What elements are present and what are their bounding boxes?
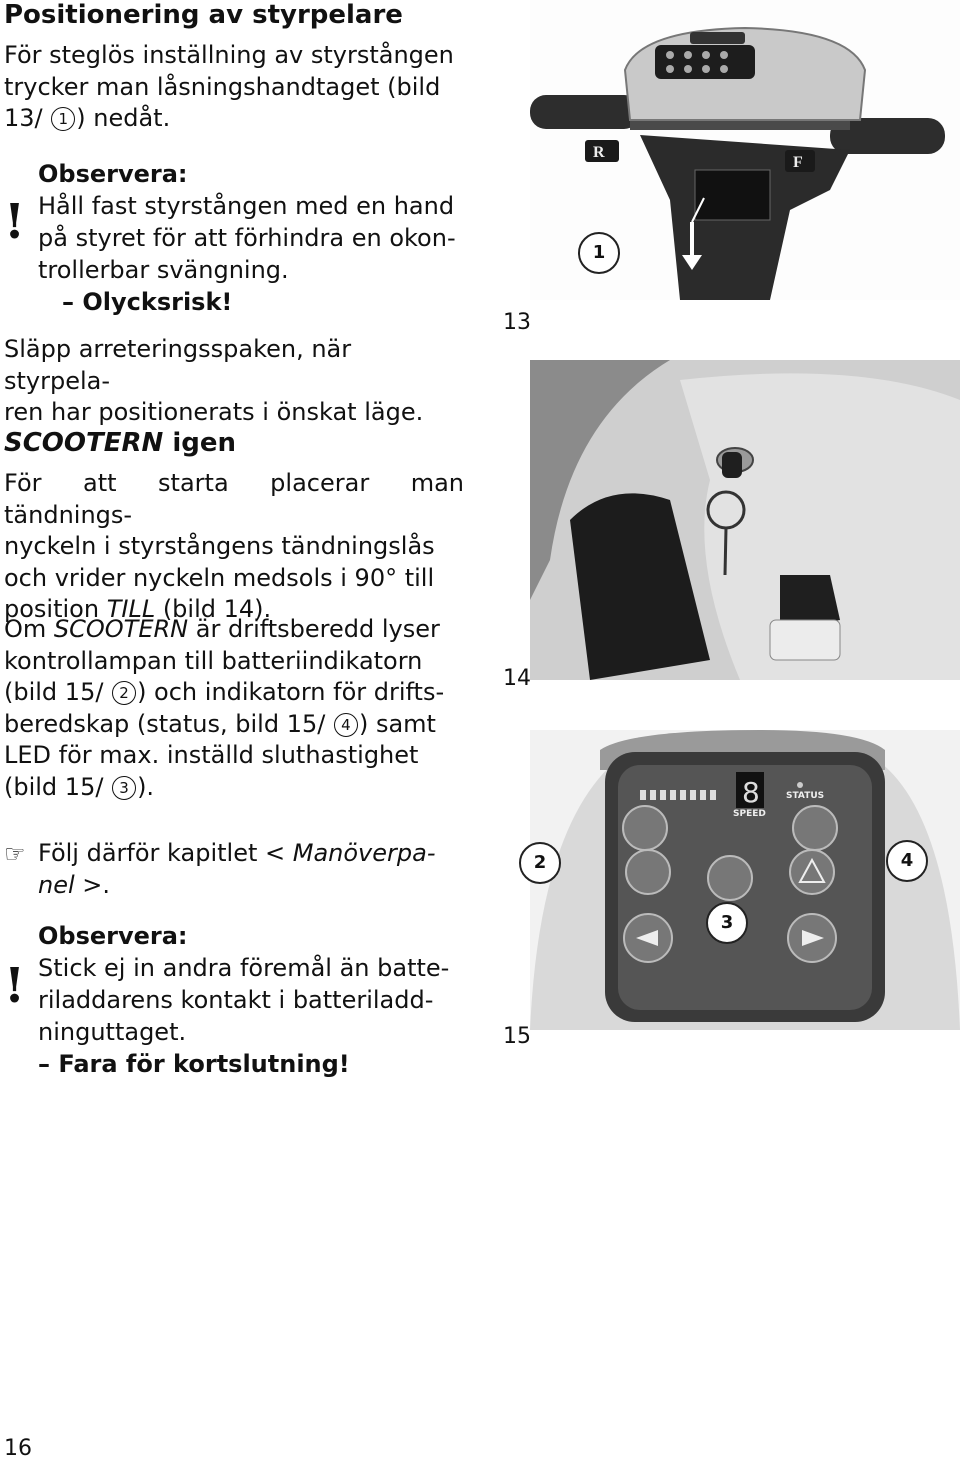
cross-reference <box>4 838 464 901</box>
text-line: (bild 15/ 3 ). <box>4 772 155 801</box>
text-line: (bild 15/ 2 ) och indikatorn för drifts- <box>4 678 445 706</box>
exclamation-icon: ! <box>4 958 26 1014</box>
ref-number-circle: 4 <box>334 713 358 737</box>
note-emphasis: – Olycksrisk! <box>62 288 233 316</box>
ref-number-circle: 3 <box>112 776 136 800</box>
figure-number: 14 <box>503 666 531 691</box>
figure-number: 13 <box>503 310 531 335</box>
note-line: trollerbar svängning. <box>38 256 289 284</box>
note-title: Observera: <box>38 160 188 188</box>
text-line: LED för max. inställd sluthastighet <box>4 741 419 769</box>
callout-3: 3 <box>706 902 748 944</box>
text-line: 13/ 1 ) nedåt. <box>4 104 171 132</box>
ref-number-circle: 1 <box>51 107 75 131</box>
text-line: trycker man låsningshandtaget (bild <box>4 72 441 101</box>
callout-1: 1 <box>578 232 620 274</box>
text-line: beredskap (status, bild 15/ 4 ) samt <box>4 709 436 738</box>
section-positioning <box>4 0 464 135</box>
figure-number: 15 <box>503 1024 531 1049</box>
text-line: För steglös inställning av styrstången <box>4 41 454 69</box>
pointing-hand-icon: ☞ <box>4 840 26 868</box>
section-scooter-on <box>4 428 464 626</box>
text-line: För att starta placerar man tändnings- <box>4 469 464 529</box>
ignition-illustration <box>530 360 960 680</box>
svg-text:R: R <box>593 144 605 161</box>
text-line: nel >. <box>38 870 111 899</box>
callout-2: 2 <box>519 842 561 884</box>
text-line: Om SCOOTERN är driftsberedd lyser <box>4 615 440 643</box>
text-line: Följ därför kapitlet < Manöverpa- <box>38 839 436 867</box>
section-heading: SCOOTERN igen <box>4 428 237 458</box>
text-line: ren har positionerats i önskat läge. <box>4 398 424 426</box>
note-line: riladdarens kontakt i batteriladd- <box>38 986 434 1014</box>
photo-ignition-key <box>530 360 960 680</box>
photo-control-panel <box>530 730 960 1030</box>
page-number: 16 <box>4 1436 32 1461</box>
note-line: på styret för att förhindra en okon- <box>38 224 456 252</box>
status-label: STATUS <box>786 791 825 801</box>
ready-paragraph <box>4 614 464 803</box>
note-title: Observera: <box>38 922 188 950</box>
speed-label: SPEED <box>733 809 766 819</box>
text-line: och vrider nyckeln medsols i 90° till <box>4 563 435 592</box>
svg-text:F: F <box>793 154 803 171</box>
note-line: ninguttaget. <box>38 1018 187 1046</box>
text-line: nyckeln i styrstångens tändningslås <box>4 532 435 560</box>
section-heading: Positionering av styrpelare <box>4 0 403 30</box>
text-line: kontrollampan till batteriindikatorn <box>4 646 423 675</box>
text-line: position TILL (bild 14). <box>4 595 272 623</box>
callout-4: 4 <box>886 840 928 882</box>
release-paragraph <box>4 334 464 429</box>
note-line: Stick ej in andra föremål än batte- <box>38 954 450 982</box>
note-line: Håll fast styrstången med en hand <box>38 192 455 220</box>
note-emphasis: – Fara för kortslutning! <box>38 1050 350 1078</box>
speed-digit: 8 <box>742 776 760 809</box>
text-line: Släpp arreteringsspaken, när styrpela- <box>4 335 352 395</box>
ref-number-circle: 2 <box>112 681 136 705</box>
exclamation-icon: ! <box>4 194 26 250</box>
control-panel-illustration <box>530 730 960 1030</box>
